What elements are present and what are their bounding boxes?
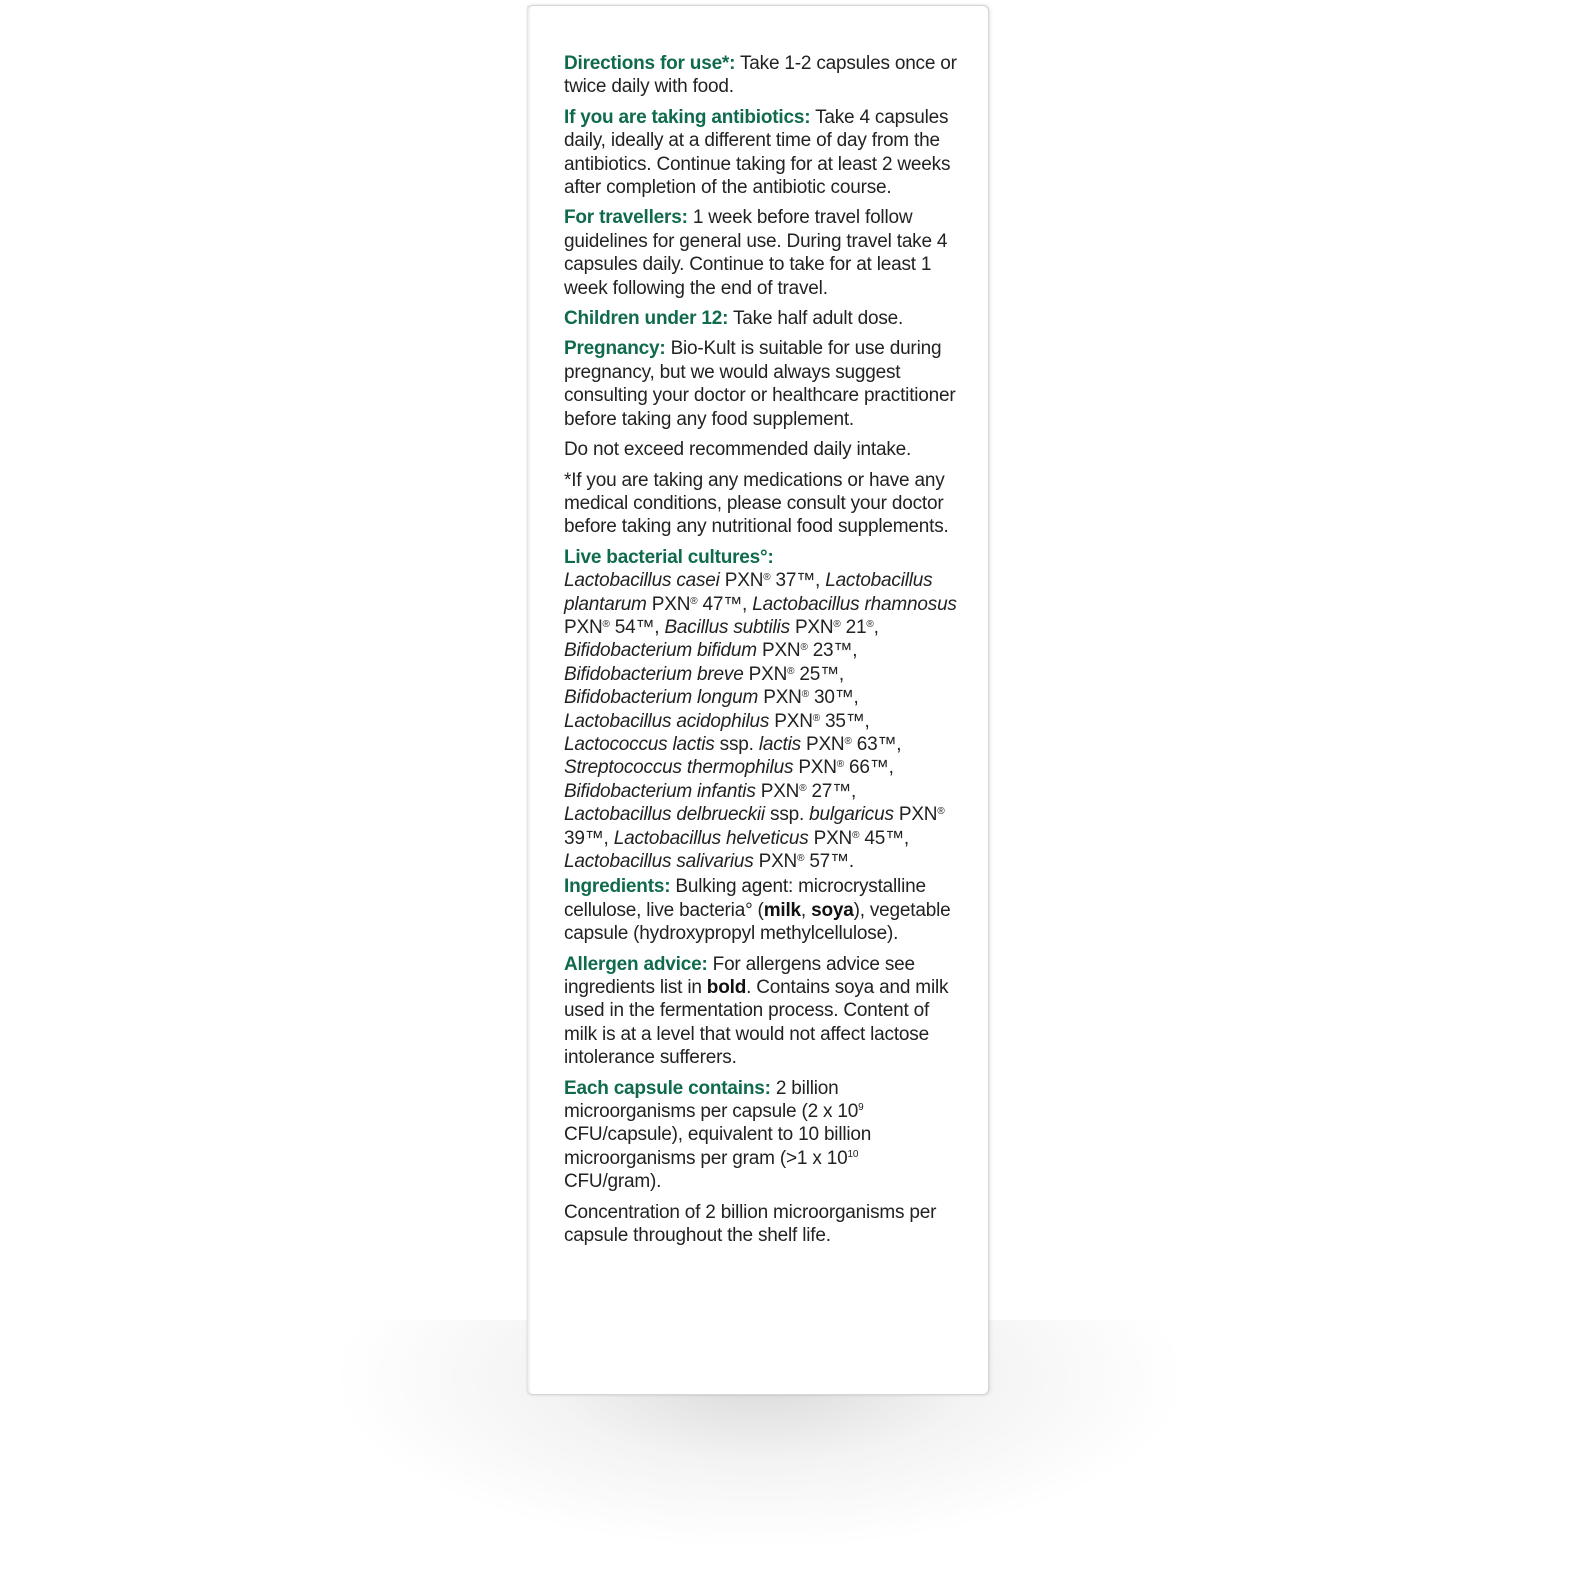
culture-strain: PXN xyxy=(719,570,764,592)
capsule-text-c: CFU/gram). xyxy=(564,1171,662,1193)
culture-item xyxy=(564,687,859,708)
antibiotics-section xyxy=(564,106,959,200)
registered-mark: ® xyxy=(812,712,820,724)
culture-species: Bacillus subtilis xyxy=(664,616,790,638)
culture-species: Lactobacillus delbrueckii xyxy=(564,804,765,826)
children-text: Take half adult dose. xyxy=(728,308,904,330)
children-heading: Children under 12: xyxy=(564,308,729,330)
antibiotics-heading: If you are taking antibiotics: xyxy=(564,106,811,128)
culture-strain: PXN xyxy=(800,733,845,755)
culture-strain: PXN xyxy=(769,710,813,732)
culture-species: Bifidobacterium longum xyxy=(564,687,759,709)
cultures-list xyxy=(564,570,957,872)
capsule-exponent-10: 10 xyxy=(847,1148,859,1160)
ingredients-text-c: ), vegetable capsule (hydroxypropyl methylcellulose). xyxy=(564,899,951,945)
culture-code: 27™ xyxy=(806,780,851,802)
registered-mark: ® xyxy=(690,595,698,607)
directions-text: Take 1-2 capsules once or twice daily with food. xyxy=(564,53,957,98)
registered-mark: ® xyxy=(937,806,945,818)
culture-separator: , xyxy=(896,733,902,755)
capsule-text-b: CFU/capsule), equivalent to 10 billion microorganisms per gram (>1 x 10 xyxy=(564,1124,872,1169)
culture-strain: PXN xyxy=(758,687,802,709)
registered-mark: ® xyxy=(833,618,841,630)
culture-code: 25™ xyxy=(794,663,839,685)
allergen-soya: soya xyxy=(811,899,854,921)
culture-item xyxy=(564,570,825,591)
culture-separator: , xyxy=(888,757,894,779)
cultures-section xyxy=(564,546,959,874)
culture-species: Bifidobacterium bifidum xyxy=(564,640,757,662)
capsule-exponent-9: 9 xyxy=(858,1102,864,1114)
culture-code: 37™ xyxy=(770,570,816,592)
culture-code: 23™ xyxy=(807,640,853,662)
culture-separator: , xyxy=(838,663,844,685)
culture-code: 35™ xyxy=(819,710,865,732)
culture-separator: , xyxy=(654,616,665,638)
culture-species: Bifidobacterium infantis xyxy=(564,780,756,802)
culture-strain: PXN xyxy=(743,663,788,685)
culture-strain: PXN xyxy=(789,616,834,638)
culture-strain: PXN xyxy=(893,804,938,826)
culture-species: Lactococcus lactis xyxy=(564,733,715,755)
capsule-heading: Each capsule contains: xyxy=(564,1077,771,1099)
allergen-advice-text-a: For allergens advice see ingredients list in xyxy=(564,953,915,999)
culture-separator: , xyxy=(815,570,826,592)
culture-separator: , xyxy=(873,616,879,638)
culture-separator: , xyxy=(850,780,857,802)
culture-species: Lactobacillus casei xyxy=(564,570,720,592)
pregnancy-section xyxy=(564,337,959,431)
culture-code: 39™ xyxy=(564,827,604,849)
children-section xyxy=(564,307,959,330)
registered-mark: ® xyxy=(852,829,860,841)
culture-item xyxy=(564,851,854,872)
registered-mark: ® xyxy=(844,735,852,747)
travellers-section xyxy=(564,206,959,300)
culture-item xyxy=(564,781,856,802)
registered-mark: ® xyxy=(836,759,844,771)
culture-separator: , xyxy=(853,687,859,709)
culture-code: 57™ xyxy=(804,851,849,872)
box-edge xyxy=(527,5,531,1395)
registered-mark: ® xyxy=(801,689,809,701)
culture-subspecies-name: bulgaricus xyxy=(809,804,894,826)
allergen-milk: milk xyxy=(763,899,801,921)
culture-subspecies-label: ssp. xyxy=(714,733,759,755)
culture-strain: PXN xyxy=(808,827,853,849)
label-text xyxy=(564,52,959,1255)
allergen-advice-text-b: . Contains soya and milk used in the fermentation process. Content of milk is at a level that would not affect lactose intolerance sufferers. xyxy=(564,977,949,1069)
culture-strain: PXN xyxy=(755,780,800,802)
antibiotics-text: Take 4 capsules daily, ideally at a different time of day from the antibiotics. Continue taking for at least 2 weeks after completion of the antibiotic course. xyxy=(564,106,951,199)
medications-note: *If you are taking any medications or have any medical conditions, please consult your doctor before taking any nutritional food supplements. xyxy=(564,469,949,538)
culture-species: Lactobacillus rhamnosus xyxy=(752,593,957,615)
culture-item xyxy=(664,617,878,638)
culture-separator: , xyxy=(603,827,614,849)
registered-mark: ® xyxy=(787,665,795,677)
culture-code: 30™ xyxy=(808,687,854,709)
culture-subspecies-label: ssp. xyxy=(764,804,810,826)
registered-mark: ® xyxy=(866,618,874,630)
culture-code: 66™ xyxy=(843,757,889,779)
registered-mark: ® xyxy=(602,618,610,630)
ingredients-text-b: , xyxy=(800,899,812,921)
culture-code: 54™ xyxy=(609,616,655,638)
culture-code: 21 xyxy=(840,616,867,638)
ingredients-text-a: Bulking agent: microcrystalline cellulose, live bacteria° ( xyxy=(564,876,926,921)
culture-separator: , xyxy=(903,827,909,849)
cultures-heading: Live bacterial cultures°: xyxy=(564,546,774,568)
culture-strain: PXN xyxy=(564,616,603,638)
registered-mark: ® xyxy=(799,782,807,794)
culture-subspecies-name: lactis xyxy=(758,733,801,755)
culture-strain: PXN xyxy=(753,851,798,872)
culture-strain: PXN xyxy=(756,640,801,662)
culture-strain: PXN xyxy=(793,757,837,779)
culture-species: Bifidobacterium breve xyxy=(564,663,744,685)
culture-code: 63™ xyxy=(851,733,897,755)
allergen-advice-bold-word: bold xyxy=(706,977,747,999)
culture-separator: , xyxy=(742,593,753,615)
culture-item xyxy=(614,828,909,849)
registered-mark: ® xyxy=(797,853,805,864)
ingredients-heading: Ingredients: xyxy=(564,876,671,898)
culture-strain: PXN xyxy=(646,593,691,615)
allergen-advice-section xyxy=(564,953,959,1070)
travellers-heading: For travellers: xyxy=(564,207,688,229)
culture-separator: , xyxy=(852,640,858,662)
culture-item xyxy=(564,711,870,732)
travellers-text: 1 week before travel follow guidelines for general use. During travel take 4 capsules daily. Continue to take for at least 1 week following the end of travel. xyxy=(564,207,948,299)
allergen-advice-heading: Allergen advice: xyxy=(564,953,708,975)
intake-warning: Do not exceed recommended daily intake. xyxy=(564,439,912,461)
directions-heading: Directions for use*: xyxy=(564,53,736,74)
culture-species: Lactobacillus helveticus xyxy=(613,827,809,849)
culture-item xyxy=(564,734,901,755)
concentration-note: Concentration of 2 billion microorganisms per capsule throughout the shelf life. xyxy=(564,1201,937,1247)
culture-separator: . xyxy=(848,851,854,872)
culture-code: 47™ xyxy=(697,593,743,615)
culture-item xyxy=(564,757,894,778)
capsule-section xyxy=(564,1077,959,1194)
culture-species: Lactobacillus plantarum xyxy=(564,570,933,615)
registered-mark: ® xyxy=(800,642,808,654)
ingredients-section xyxy=(564,875,959,945)
culture-separator: , xyxy=(864,710,870,732)
culture-item xyxy=(564,664,844,685)
culture-species: Lactobacillus acidophilus xyxy=(564,710,770,732)
directions-section xyxy=(564,52,959,99)
culture-species: Lactobacillus salivarius xyxy=(564,851,754,872)
culture-item xyxy=(564,640,857,661)
registered-mark: ® xyxy=(763,572,771,584)
culture-species: Streptococcus thermophilus xyxy=(564,757,794,779)
culture-code: 45™ xyxy=(859,827,904,849)
pregnancy-text: Bio-Kult is suitable for use during pregnancy, but we would always suggest consulting your doctor or healthcare practitioner before taking any food supplement. xyxy=(564,338,956,430)
pregnancy-heading: Pregnancy: xyxy=(564,338,666,360)
capsule-text-a: 2 billion microorganisms per capsule (2 x 10 xyxy=(564,1077,859,1123)
